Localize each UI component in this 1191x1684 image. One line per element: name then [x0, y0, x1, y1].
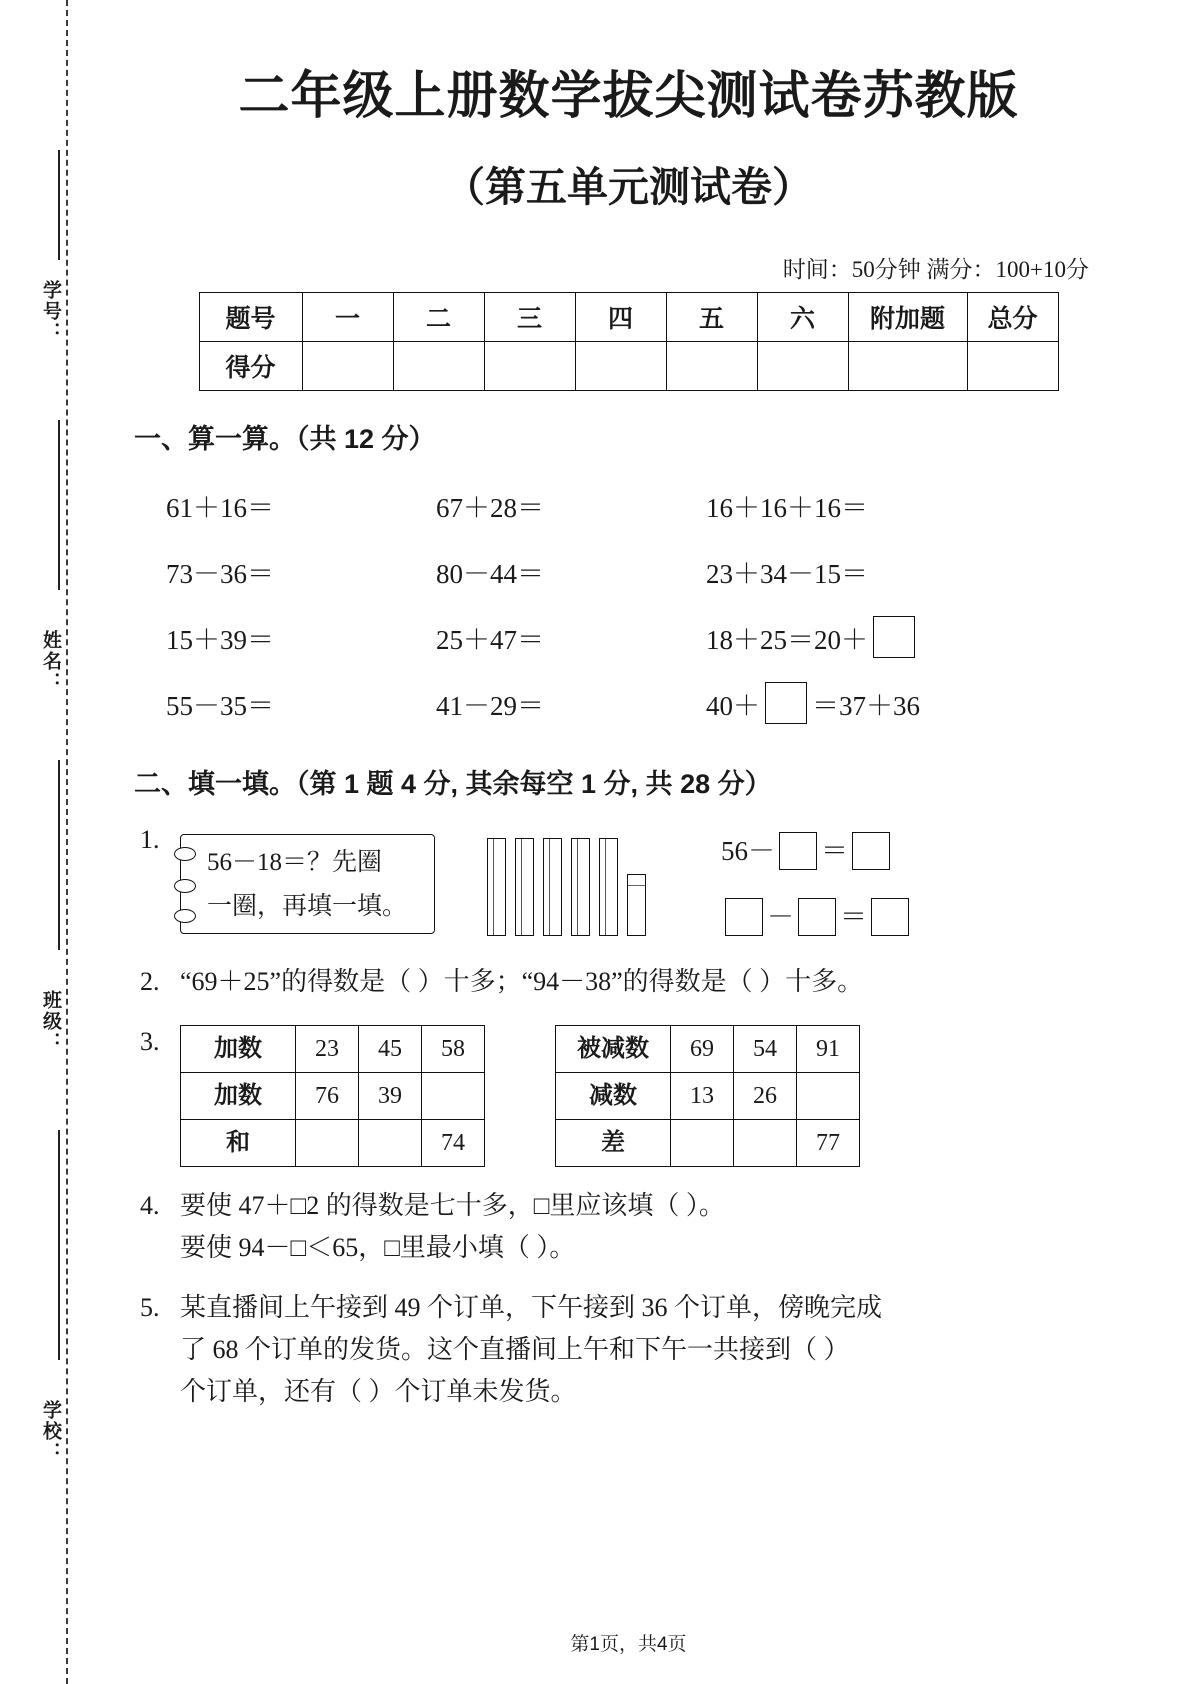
- side-rule: [58, 420, 60, 590]
- page-subtitle: （第五单元测试卷）: [444, 164, 813, 210]
- score-cell[interactable]: [393, 342, 484, 391]
- score-cell[interactable]: [484, 342, 575, 391]
- question-body: [180, 1021, 1161, 1167]
- score-table: [199, 292, 1059, 391]
- question-1-equations: [721, 825, 913, 943]
- question-1: [140, 819, 1161, 943]
- calc-item[interactable]: 80－44＝: [436, 558, 544, 589]
- equation-line-1: [721, 825, 913, 877]
- equation-prefix: 56－: [721, 836, 775, 866]
- cell[interactable]: 23: [296, 1026, 359, 1073]
- score-table-col-bonus: 附加题: [848, 293, 967, 342]
- question-body: [180, 1185, 1161, 1269]
- row-label-sum: 和: [181, 1120, 296, 1167]
- score-cell[interactable]: [302, 342, 393, 391]
- time-and-score-note: 时间：50分钟 满分：100+10分: [782, 257, 1089, 282]
- answer-box[interactable]: [852, 832, 890, 870]
- calc-item[interactable]: 41－29＝: [436, 690, 544, 721]
- side-label-name: 姓名：: [40, 630, 61, 693]
- score-table-col-total: 总分: [967, 293, 1058, 342]
- calc-item-with-box[interactable]: [706, 682, 1106, 724]
- calc-row: [166, 604, 1126, 670]
- side-rule: [58, 1130, 60, 1360]
- note-line-2: 一圈，再填一填。: [207, 893, 408, 920]
- score-table-row-label-score: 得分: [199, 342, 302, 391]
- cell[interactable]: [671, 1120, 734, 1167]
- table-row: [556, 1120, 860, 1167]
- table-row: [556, 1073, 860, 1120]
- score-table-col-4: 四: [575, 293, 666, 342]
- note-line-1: 56－18＝？先圈: [207, 849, 383, 876]
- equation-line-2: [721, 891, 913, 943]
- calc-row: [166, 472, 1126, 538]
- question-5-line-1[interactable]: 某直播间上午接到 49 个订单，下午接到 36 个订单，傍晚完成: [180, 1293, 883, 1322]
- calc-item[interactable]: 61＋16＝: [166, 492, 274, 523]
- score-table-col-2: 二: [393, 293, 484, 342]
- question-3: [140, 1021, 1161, 1167]
- table-row: [199, 293, 1058, 342]
- stick-bundle: [487, 838, 506, 936]
- cell[interactable]: [797, 1073, 860, 1120]
- side-label-class: 班级：: [40, 990, 61, 1053]
- question-4-line-1[interactable]: 要使 47＋□2 的得数是七十多，□里应该填（ ）。: [180, 1191, 725, 1220]
- calc-row: [166, 670, 1126, 736]
- answer-box[interactable]: [725, 898, 763, 936]
- score-table-col-6: 六: [757, 293, 848, 342]
- score-cell[interactable]: [848, 342, 967, 391]
- question-4-line-2[interactable]: 要使 94－□＜65，□里最小填（ ）。: [180, 1233, 576, 1262]
- section-1-heading: 一、算一算。（共 12 分）: [134, 424, 436, 454]
- question-body: [180, 1287, 1161, 1413]
- question-number: 3.: [140, 1027, 160, 1056]
- score-cell[interactable]: [967, 342, 1058, 391]
- calc-row: [166, 538, 1126, 604]
- row-label-subtrahend: 减数: [556, 1073, 671, 1120]
- calc-item-text: 18＋25＝20＋: [706, 624, 868, 655]
- calc-item[interactable]: 23＋34－15＝: [706, 558, 868, 589]
- cell[interactable]: 58: [422, 1026, 485, 1073]
- calculation-grid: [166, 472, 1126, 736]
- question-number: 2.: [140, 967, 160, 996]
- cell[interactable]: 69: [671, 1026, 734, 1073]
- answer-box[interactable]: [873, 616, 915, 658]
- score-table-col-1: 一: [302, 293, 393, 342]
- stick-bundle: [571, 838, 590, 936]
- calc-item-with-box[interactable]: [706, 616, 1106, 658]
- subtraction-table: [555, 1025, 860, 1167]
- score-table-col-3: 三: [484, 293, 575, 342]
- spiral-ring-icon: [174, 879, 196, 893]
- answer-box[interactable]: [871, 898, 909, 936]
- stick-bundle-partial: [627, 874, 646, 936]
- cell[interactable]: 54: [734, 1026, 797, 1073]
- row-label-minuend: 被减数: [556, 1026, 671, 1073]
- question-3-tables: [180, 1025, 1161, 1167]
- spiral-ring-icon: [174, 847, 196, 861]
- calc-item[interactable]: 25＋47＝: [436, 624, 544, 655]
- equation-equals: ＝: [821, 836, 848, 866]
- calc-item-text: 40＋: [706, 690, 760, 721]
- question-5-line-3[interactable]: 个订单，还有（ ）个订单未发货。: [180, 1377, 577, 1406]
- row-label-difference: 差: [556, 1120, 671, 1167]
- cell[interactable]: 77: [797, 1120, 860, 1167]
- cell[interactable]: 76: [296, 1073, 359, 1120]
- cell[interactable]: 26: [734, 1073, 797, 1120]
- calc-item[interactable]: 15＋39＝: [166, 624, 274, 655]
- table-row: [181, 1120, 485, 1167]
- cell[interactable]: 74: [422, 1120, 485, 1167]
- table-gap: [485, 1025, 555, 1167]
- question-body: [180, 819, 1161, 943]
- side-label-student-id: 学号：: [40, 280, 61, 343]
- page-footer: 第1页，共4页: [570, 1634, 687, 1655]
- table-row: [181, 1073, 485, 1120]
- score-cell[interactable]: [575, 342, 666, 391]
- table-row: [199, 342, 1058, 391]
- cell[interactable]: [734, 1120, 797, 1167]
- equation-minus: －: [767, 902, 794, 932]
- question-4: [140, 1185, 1161, 1269]
- answer-box[interactable]: [779, 832, 817, 870]
- calc-item[interactable]: 67＋28＝: [436, 492, 544, 523]
- table-row: [556, 1026, 860, 1073]
- calc-item[interactable]: 55－35＝: [166, 690, 274, 721]
- calc-item-tail: ＝37＋36: [812, 690, 920, 721]
- cell[interactable]: 13: [671, 1073, 734, 1120]
- score-cell[interactable]: [757, 342, 848, 391]
- score-table-col-5: 五: [666, 293, 757, 342]
- question-5: [140, 1287, 1161, 1413]
- score-cell[interactable]: [666, 342, 757, 391]
- addition-table: [180, 1025, 485, 1167]
- answer-box[interactable]: [765, 682, 807, 724]
- question-1-content: [180, 825, 1161, 943]
- table-row: [181, 1026, 485, 1073]
- question-number: 4.: [140, 1191, 160, 1220]
- row-label-addend-1: 加数: [181, 1026, 296, 1073]
- question-2: [140, 961, 1161, 1003]
- exam-page: [96, 0, 1161, 1684]
- spiral-ring-icon: [174, 909, 196, 923]
- stick-bundle: [599, 838, 618, 936]
- binding-dashed-line: [66, 0, 68, 1684]
- question-5-line-2[interactable]: 了 68 个订单的发货。这个直播间上午和下午一共接到（ ）: [180, 1335, 850, 1364]
- stick-bundles-illustration: [487, 832, 655, 936]
- cell[interactable]: [296, 1120, 359, 1167]
- stick-bundle: [515, 838, 534, 936]
- cell[interactable]: 91: [797, 1026, 860, 1073]
- question-number: 5.: [140, 1293, 160, 1322]
- question-text[interactable]: “69＋25”的得数是（ ）十多；“94－38”的得数是（ ）十多。: [180, 967, 864, 996]
- note-card: [180, 834, 435, 934]
- cell[interactable]: 45: [359, 1026, 422, 1073]
- side-rule: [58, 150, 60, 260]
- section-2-heading: 二、填一填。（第 1 题 4 分, 其余每空 1 分, 共 28 分）: [134, 769, 772, 799]
- row-label-addend-2: 加数: [181, 1073, 296, 1120]
- calc-item[interactable]: 73－36＝: [166, 558, 274, 589]
- question-number: 1.: [140, 825, 160, 854]
- equation-equals: ＝: [840, 902, 867, 932]
- page-title: 二年级上册数学拔尖测试卷苏教版: [238, 67, 1019, 124]
- cell[interactable]: 39: [359, 1073, 422, 1120]
- cell[interactable]: [359, 1120, 422, 1167]
- side-label-school: 学校：: [40, 1400, 61, 1463]
- calc-item[interactable]: 16＋16＋16＝: [706, 492, 868, 523]
- score-table-row-label: 题号: [199, 293, 302, 342]
- cell[interactable]: [422, 1073, 485, 1120]
- side-label-group: [18, 0, 64, 1684]
- side-rule: [58, 760, 60, 950]
- answer-box[interactable]: [798, 898, 836, 936]
- stick-bundle: [543, 838, 562, 936]
